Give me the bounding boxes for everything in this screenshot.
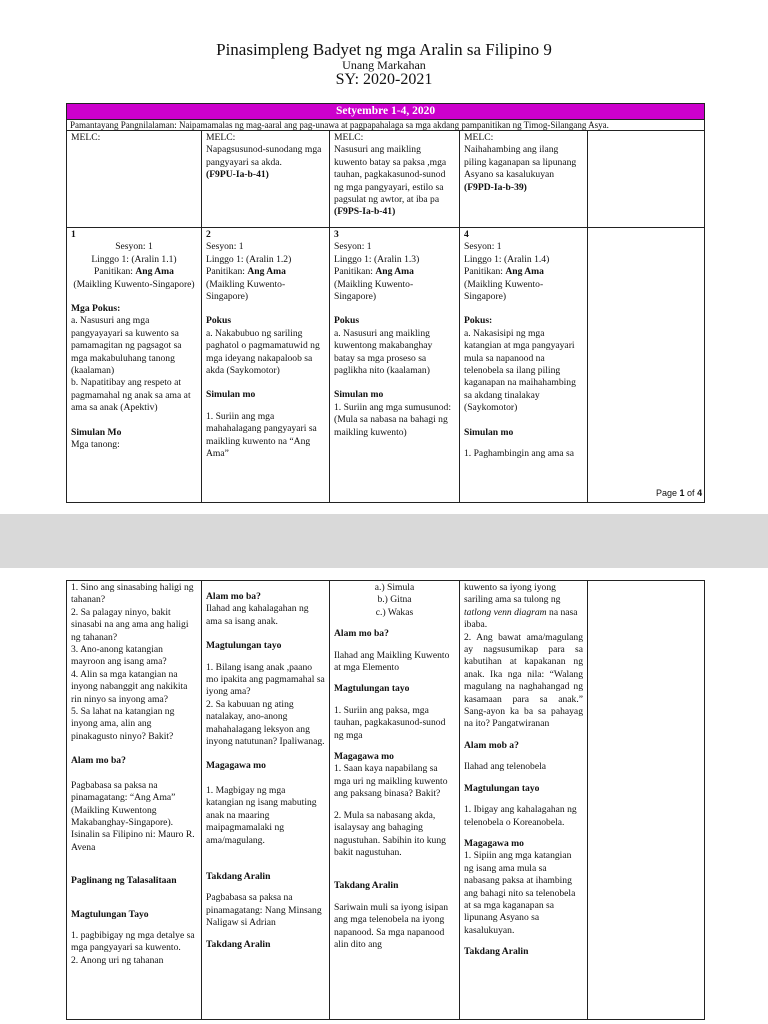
question-item: 3. Ano-anong katangian mayroon ang isang ama? — [71, 644, 167, 668]
section-text: kuwento sa iyong iyong sariling ama sa tulong ng tatlong venn diagram na nasa ibaba. — [464, 582, 578, 631]
start-label: Simulan mo — [464, 426, 514, 438]
literature: Panitikan: Ang Ama — [94, 266, 174, 278]
lesson-cell — [202, 581, 330, 1020]
focus-a: a. Nasusuri ang mga pangyayayari sa kuwento sa pamamagitan ng pagsagot sa mga makabuluhang tanong (kaalaman) — [71, 315, 182, 377]
day-cell — [202, 228, 330, 503]
start-task: 1. Paghambingin ang ama sa — [464, 448, 575, 460]
task-item: 2. Anong uri ng tahanan — [71, 954, 164, 966]
question-item: 2. Sa palagay ninyo, bakit sinasabi na ang ama ang haligi ng tahanan? — [71, 606, 189, 643]
literature: Panitikan: Ang Ama — [334, 266, 414, 278]
session: Sesyon: 1 — [464, 241, 502, 253]
melc-cell — [330, 131, 460, 228]
day-cell — [460, 228, 588, 503]
day-number: 3 — [334, 229, 339, 240]
section-heading: Takdang Aralin — [464, 946, 529, 958]
section-heading: Alam mob a? — [464, 739, 519, 751]
section-heading: Alam mo ba? — [334, 628, 389, 640]
task-item: 1. Suriin ang paksa, mga tauhan, pagkakasunod-sunod ng mga — [334, 704, 446, 741]
melc-cell — [460, 131, 588, 228]
focus-a: a. Nasusuri ang maikling kuwentong makabanghay batay sa mga proseso sa paglikha nito (kaalaman) — [334, 327, 433, 377]
melc-code: (F9PD-Ia-b-39) — [464, 181, 527, 193]
week: Linggo 1: (Aralin 1.1) — [91, 253, 177, 265]
day-number: 4 — [464, 229, 469, 240]
section-heading: Magagawa mo — [206, 760, 266, 772]
lesson-budget-table — [66, 103, 705, 503]
melc-label: MELC: — [206, 132, 236, 143]
melc-cell-empty — [588, 131, 705, 228]
section-heading: Magtulungan tayo — [206, 640, 282, 652]
melc-label: MELC: — [464, 132, 494, 143]
start-label: Simulan mo — [206, 389, 256, 401]
homework-text: Pagbabasa sa paksa na pinamagatang: Nang Minsang Naligaw si Adrian — [206, 892, 322, 929]
section-heading: Takdang Aralin — [206, 870, 271, 882]
melc-text: Napagsusunod-sunodang mga pangyayari sa akda. — [206, 144, 322, 168]
melc-text: Naihahambing ang ilang piling kaganapan sa lipunang Asyano sa kasalukuyan — [464, 144, 577, 181]
section-heading: Takdang Aralin — [334, 880, 399, 892]
melc-code: (F9PU-Ia-b-41) — [206, 169, 269, 181]
reading-text: Pagbabasa sa paksa na pinamagatang: “Ang Ama” (Maikling Kuwentong Makabanghay-Singapore). Isinalin sa Filipino ni: Mauro R. Avena — [71, 779, 195, 853]
day-cell-empty — [588, 228, 705, 503]
genre: (Maikling Kuwento-Singapore) — [464, 278, 544, 303]
genre: (Maikling Kuwento-Singapore) — [334, 278, 414, 303]
focus-label: Pokus: — [464, 315, 493, 327]
task-item: 1. pagbibigay ng mga detalye sa mga pangyayari sa kuwento. — [71, 929, 195, 954]
start-task: 1. Suriin ang mga sumusunod: — [334, 401, 451, 413]
section-text: Ilahad ang telenobela — [464, 761, 547, 773]
task-item: 1. Sipiin ang mga katangian ng isang ama mula sa nabasang paksa at ihambing ang bahagi nito sa telenobela at sa mga kaganapan sa lipunang Asyano sa kasalukuyan. — [464, 850, 576, 936]
focus-a: a. Nakasisipi ng mga katangian at mga pangyayari mula sa napanood na telenobela sa ilang piling kaganapan na maihahambing sa akdang tinalakay (Saykomotor) — [464, 327, 576, 414]
literature: Panitikan: Ang Ama — [464, 266, 544, 278]
school-year: SY: 2020-2021 — [335, 71, 433, 88]
document-title: Pinasimpleng Badyet ng mga Aralin sa Filipino 9 — [216, 40, 552, 59]
question-item: 4. Alin sa mga katangian na inyong nabanggit ang nakikita rin ninyo sa inyong ama? — [71, 668, 188, 705]
lesson-cell — [460, 581, 588, 1020]
literature: Panitikan: Ang Ama — [206, 266, 286, 278]
section-heading: Magtulungan Tayo — [71, 908, 149, 920]
task-item: 2. Ang bawat ama/magulang ay nagsusumikap para sa kabutihan at kapakanan ng anak. Ika nga nila: “Walang magulang na naghahangad ng kasamaan para sa anak.” Sang-ayon ka ba sa pahayag na ito? Pangatwiranan — [464, 631, 583, 730]
section-text: Ilahad ang kahalagahan ng ama sa isang anak. — [206, 603, 309, 627]
task-item: 1. Saan kaya napabilang sa mga uri ng maikling kuwento ang paksang binasa? Bakit? — [334, 763, 448, 800]
section-text: Ilahad ang Maikling Kuwento at mga Elemento — [334, 649, 450, 674]
focus-label: Mga Pokus: — [71, 303, 121, 315]
page-number: Page 1 of 4 — [656, 488, 703, 498]
start-task-note: (Mula sa nabasa na bahagi ng maikling kuwento) — [334, 414, 448, 438]
task-item: 1. Magbigay ng mga katangian ng isang mabuting anak na maaring maipagmamalaki ng ama/magulang. — [206, 784, 317, 846]
melc-cell — [202, 131, 330, 228]
task-item: 2. Mula sa nabasang akda, isalaysay ang bahaging nagustuhan. Sabihin ito kung bakit nagustuhan. — [334, 809, 446, 858]
start-label: Simulan mo — [334, 389, 384, 401]
section-heading: Magagawa mo — [464, 837, 524, 849]
melc-cell — [67, 131, 202, 228]
list-item: b.) Gitna — [377, 594, 412, 606]
session: Sesyon: 1 — [206, 241, 244, 253]
week: Linggo 1: (Aralin 1.3) — [334, 253, 420, 265]
session: Sesyon: 1 — [115, 241, 153, 253]
quarter-label: Unang Markahan — [342, 58, 426, 72]
date-banner: Setyembre 1-4, 2020 — [67, 104, 705, 120]
focus-label: Pokus — [334, 315, 360, 327]
lesson-budget-table-continued — [66, 580, 705, 1020]
focus-b: b. Napatitibay ang respeto at pagmamahal ng anak sa ama at ama sa anak (Apektiv) — [71, 377, 191, 414]
day-number: 2 — [206, 229, 211, 240]
melc-label: MELC: — [71, 132, 101, 143]
week: Linggo 1: (Aralin 1.4) — [464, 253, 550, 265]
list-item: c.) Wakas — [375, 606, 414, 618]
genre: (Maikling Kuwento-Singapore) — [73, 278, 195, 290]
start-label: Simulan Mo — [71, 426, 122, 438]
day-cell — [330, 228, 460, 503]
section-heading: Magtulungan tayo — [464, 782, 540, 794]
section-heading: Takdang Aralin — [206, 938, 271, 950]
section-heading: Alam mo ba? — [71, 755, 126, 767]
question-item: 1. Sino ang sinasabing haligi ng tahanan? — [71, 582, 194, 606]
question-item: 5. Sa lahat na katangian ng inyong ama, alin ang pinakagusto ninyo? Bakit? — [71, 706, 175, 742]
section-heading: Magagawa mo — [334, 751, 394, 763]
lesson-cell-empty — [588, 581, 705, 1020]
section-heading: Alam mo ba? — [206, 591, 261, 602]
task-item: 1. Bilang isang anak ,paano mo ipakita ang pagmamahal sa iyong ama? — [206, 661, 325, 698]
week: Linggo 1: (Aralin 1.2) — [206, 253, 292, 265]
task-item: 2. Sa kabuuan ng ating natalakay, ano-anong mahahalagang leksyon ang inyong natutunan? Ipaliwanag. — [206, 698, 325, 748]
section-heading: Magtulungan tayo — [334, 683, 410, 695]
day-number: 1 — [71, 229, 76, 240]
focus-label: Pokus — [206, 315, 232, 327]
lesson-cell — [330, 581, 460, 1020]
content-standard: Pamantayang Pangnilalaman: Naipamamalas ng mag-aaral ang pag-unawa at pagpapahalaga sa mga akdang pampanitikan ng Timog-Silangang Asya. — [67, 120, 705, 131]
melc-code: (F9PS-Ia-b-41) — [334, 206, 396, 218]
day-cell — [67, 228, 202, 503]
melc-label: MELC: — [334, 132, 364, 143]
focus-a: a. Nakabubuo ng sariling paghatol o pagmamatuwid ng mga ideyang nakapaloob sa akda (Saykomotor) — [206, 327, 320, 377]
melc-text: Nasusuri ang maikling kuwento batay sa paksa ,mga tauhan, pagkakasunod-sunod ng mga pangyayari, estilo sa pagsulat ng awtor, at iba pa — [334, 144, 447, 206]
lesson-cell — [67, 581, 202, 1020]
list-item: a.) Simula — [374, 582, 415, 593]
homework-text: Sariwain muli sa iyong isipan ang mga telenobela na iyong napanood. Sa mga napanood alin dito ang — [334, 901, 449, 950]
start-task: 1. Suriin ang mga mahahalagang pangyayari sa maikling kuwento na “Ang Ama” — [206, 410, 317, 460]
questions-label: Mga tanong: — [71, 439, 120, 451]
genre: (Maikling Kuwento-Singapore) — [206, 278, 286, 303]
task-item: 1. Ibigay ang kahalagahan ng telenobela o Koreanobela. — [464, 804, 577, 828]
section-heading: Paglinang ng Talasalitaan — [71, 875, 177, 887]
session: Sesyon: 1 — [334, 241, 372, 253]
